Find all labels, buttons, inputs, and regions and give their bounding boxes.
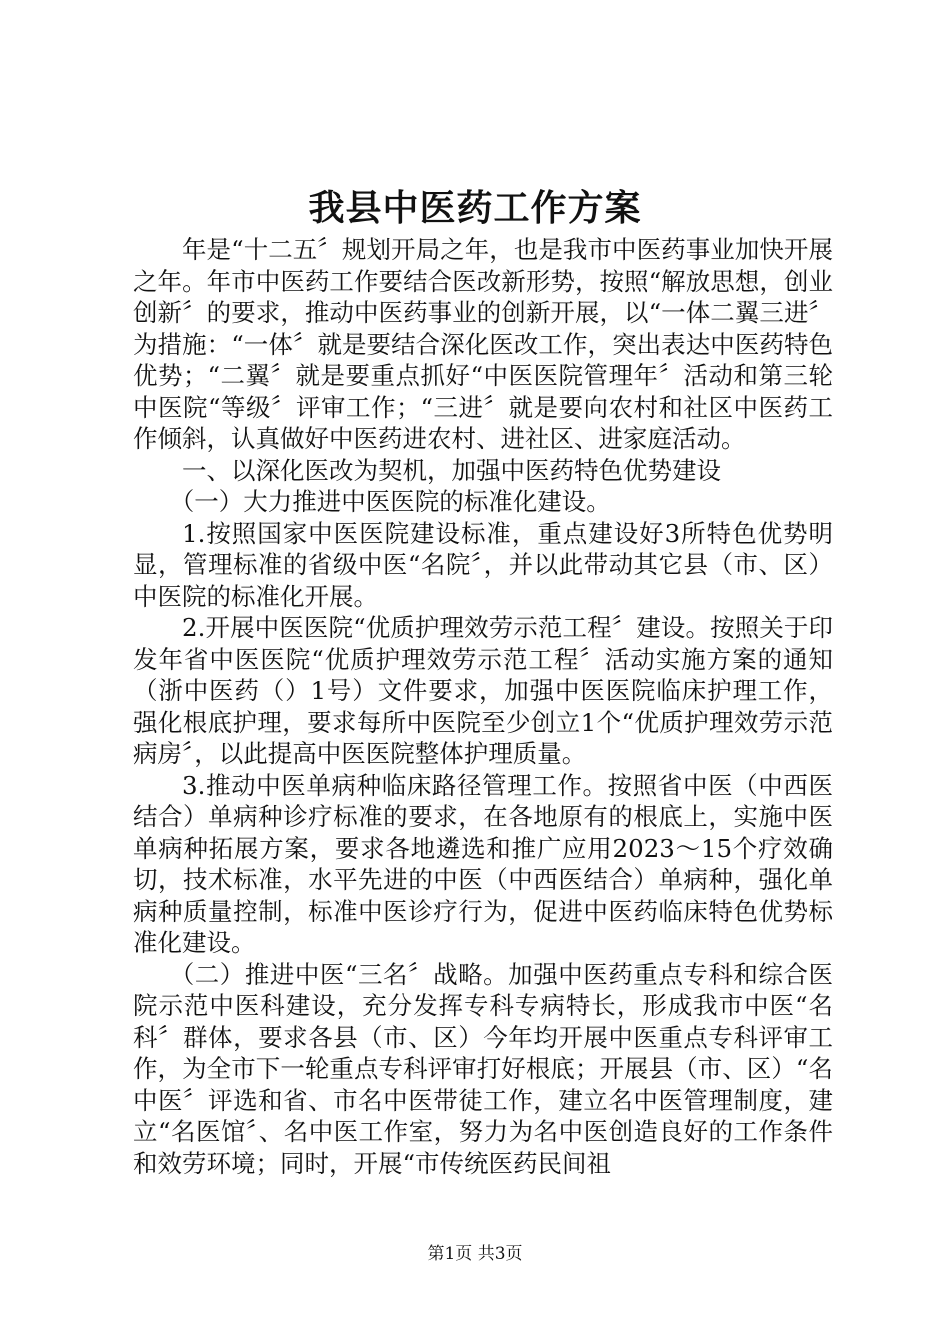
page-number: 第1页 共3页 (427, 1244, 523, 1264)
paragraph-item-3: 3.推动中医单病种临床路径管理工作。按照省中医（中西医结合）单病种诊疗标准的要求，在各地原有的根底上，实施中医单病种拓展方案，要求各地遴选和推广应用2023～15个疗效确切，技术标准，水平先进的中医（中西医结合）单病种，强化单病种质量控制，标准中医诊疗行为，促进中医药临床特色优势标准化建设。 (133, 770, 833, 957)
section-heading-1: 一、以深化医改为契机，加强中医药特色优势建设 (182, 455, 721, 485)
document-title: 我县中医药工作方案 (308, 187, 642, 229)
subsection-heading-1: （一）大力推进中医医院的标准化建设。 (169, 487, 611, 516)
paragraph-item-2: 2.开展中医医院“优质护理效劳示范工程〞建设。按照关于印发年省中医医院“优质护理效劳示范工程〞活动实施方案的通知（浙中医药（）1号）文件要求，加强中医医院临床护理工作，强化根底护理，要求每所中医院至少创立1个“优质护理效劳示范病房〞，以此提高中医医院整体护理质量。 (133, 613, 833, 768)
document-body (133, 234, 833, 1179)
paragraph-subsection-2: （二）推进中医“三名〞战略。加强中医药重点专科和综合医院示范中医科建设，充分发挥专科专病特长，形成我市中医“名科〞群体，要求各县（市、区）今年均开展中医重点专科评审工作，为全市下一轮重点专科评审打好根底；开展县（市、区）“名中医〞评选和省、市名中医带徒工作，建立名中医管理制度，建立“名医馆〞、名中医工作室，努力为名中医创造良好的工作条件和效劳环境；同时，开展“市传统医药民间祖 (133, 959, 833, 1178)
paragraph-item-1: 1.按照国家中医医院建设标准，重点建设好3所特色优势明显，管理标准的省级中医“名院〞，并以此带动其它县（市、区）中医院的标准化开展。 (133, 518, 833, 611)
paragraph-intro: 年是“十二五〞规划开局之年，也是我市中医药事业加快开展之年。年市中医药工作要结合医改新形势，按照“解放思想，创业创新〞的要求，推动中医药事业的创新开展，以“一体二翼三进〞为措施：“一体〞就是要结合深化医改工作，突出表达中医药特色优势；“二翼〞就是要重点抓好“中医医院管理年〞活动和第三轮中医院“等级〞评审工作；“三进〞就是要向农村和社区中医药工作倾斜，认真做好中医药进农村、进社区、进家庭活动。 (133, 235, 833, 453)
